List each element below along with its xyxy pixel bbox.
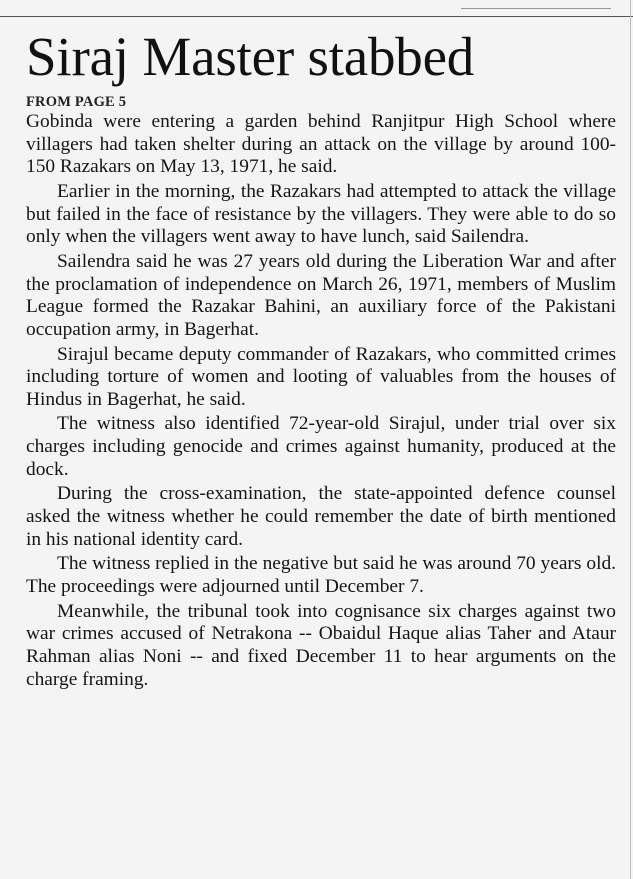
paragraph-4: Sirajul became deputy commander of Razakars, who committed crimes including torture of women and looting of valuables from the houses of Hindus in Bagerhat, he said. [26,343,616,410]
jump-line: FROM PAGE 5 [26,94,127,110]
paragraph-6: During the cross-examination, the state-appointed defence counsel asked the witness whether he could remember the date of birth mentioned in his national identity card. [26,483,616,550]
top-edge-stub [461,0,611,9]
top-rule [0,16,633,17]
paragraph-1: Gobinda were entering a garden behind Ranjitpur High School where villagers had taken shelter during an attack on the village by around 100-150 Razakars on May 13, 1971, he said. [26,111,616,178]
paragraph-5: The witness also identified 72-year-old Sirajul, under trial over six charges including genocide and crimes against humanity, produced at the dock. [26,413,616,480]
paragraph-8: Meanwhile, the tribunal took into cognisance six charges against two war crimes accused of Netrakona -- Obaidul Haque alias Taher and Ataur Rahman alias Noni -- and fixed December 11 to hear arguments on the charge framing. [26,600,616,690]
page-edge [630,0,631,879]
article-body [26,111,616,691]
paragraph-3: Sailendra said he was 27 years old during the Liberation War and after the proclamation of independence on March 26, 1971, members of Muslim League formed the Razakar Bahini, an auxiliary force of the Pakistani occupation army, in Bagerhat. [26,250,616,340]
article [26,24,616,691]
headline: Siraj Master stabbed [26,26,475,87]
paragraph-2: Earlier in the morning, the Razakars had attempted to attack the village but failed in the face of resistance by the villagers. They were able to do so only when the villagers went away to have lunch, said Sailendra. [26,180,616,248]
paragraph-7: The witness replied in the negative but said he was around 70 years old. The proceedings were adjourned until December 7. [26,553,616,597]
